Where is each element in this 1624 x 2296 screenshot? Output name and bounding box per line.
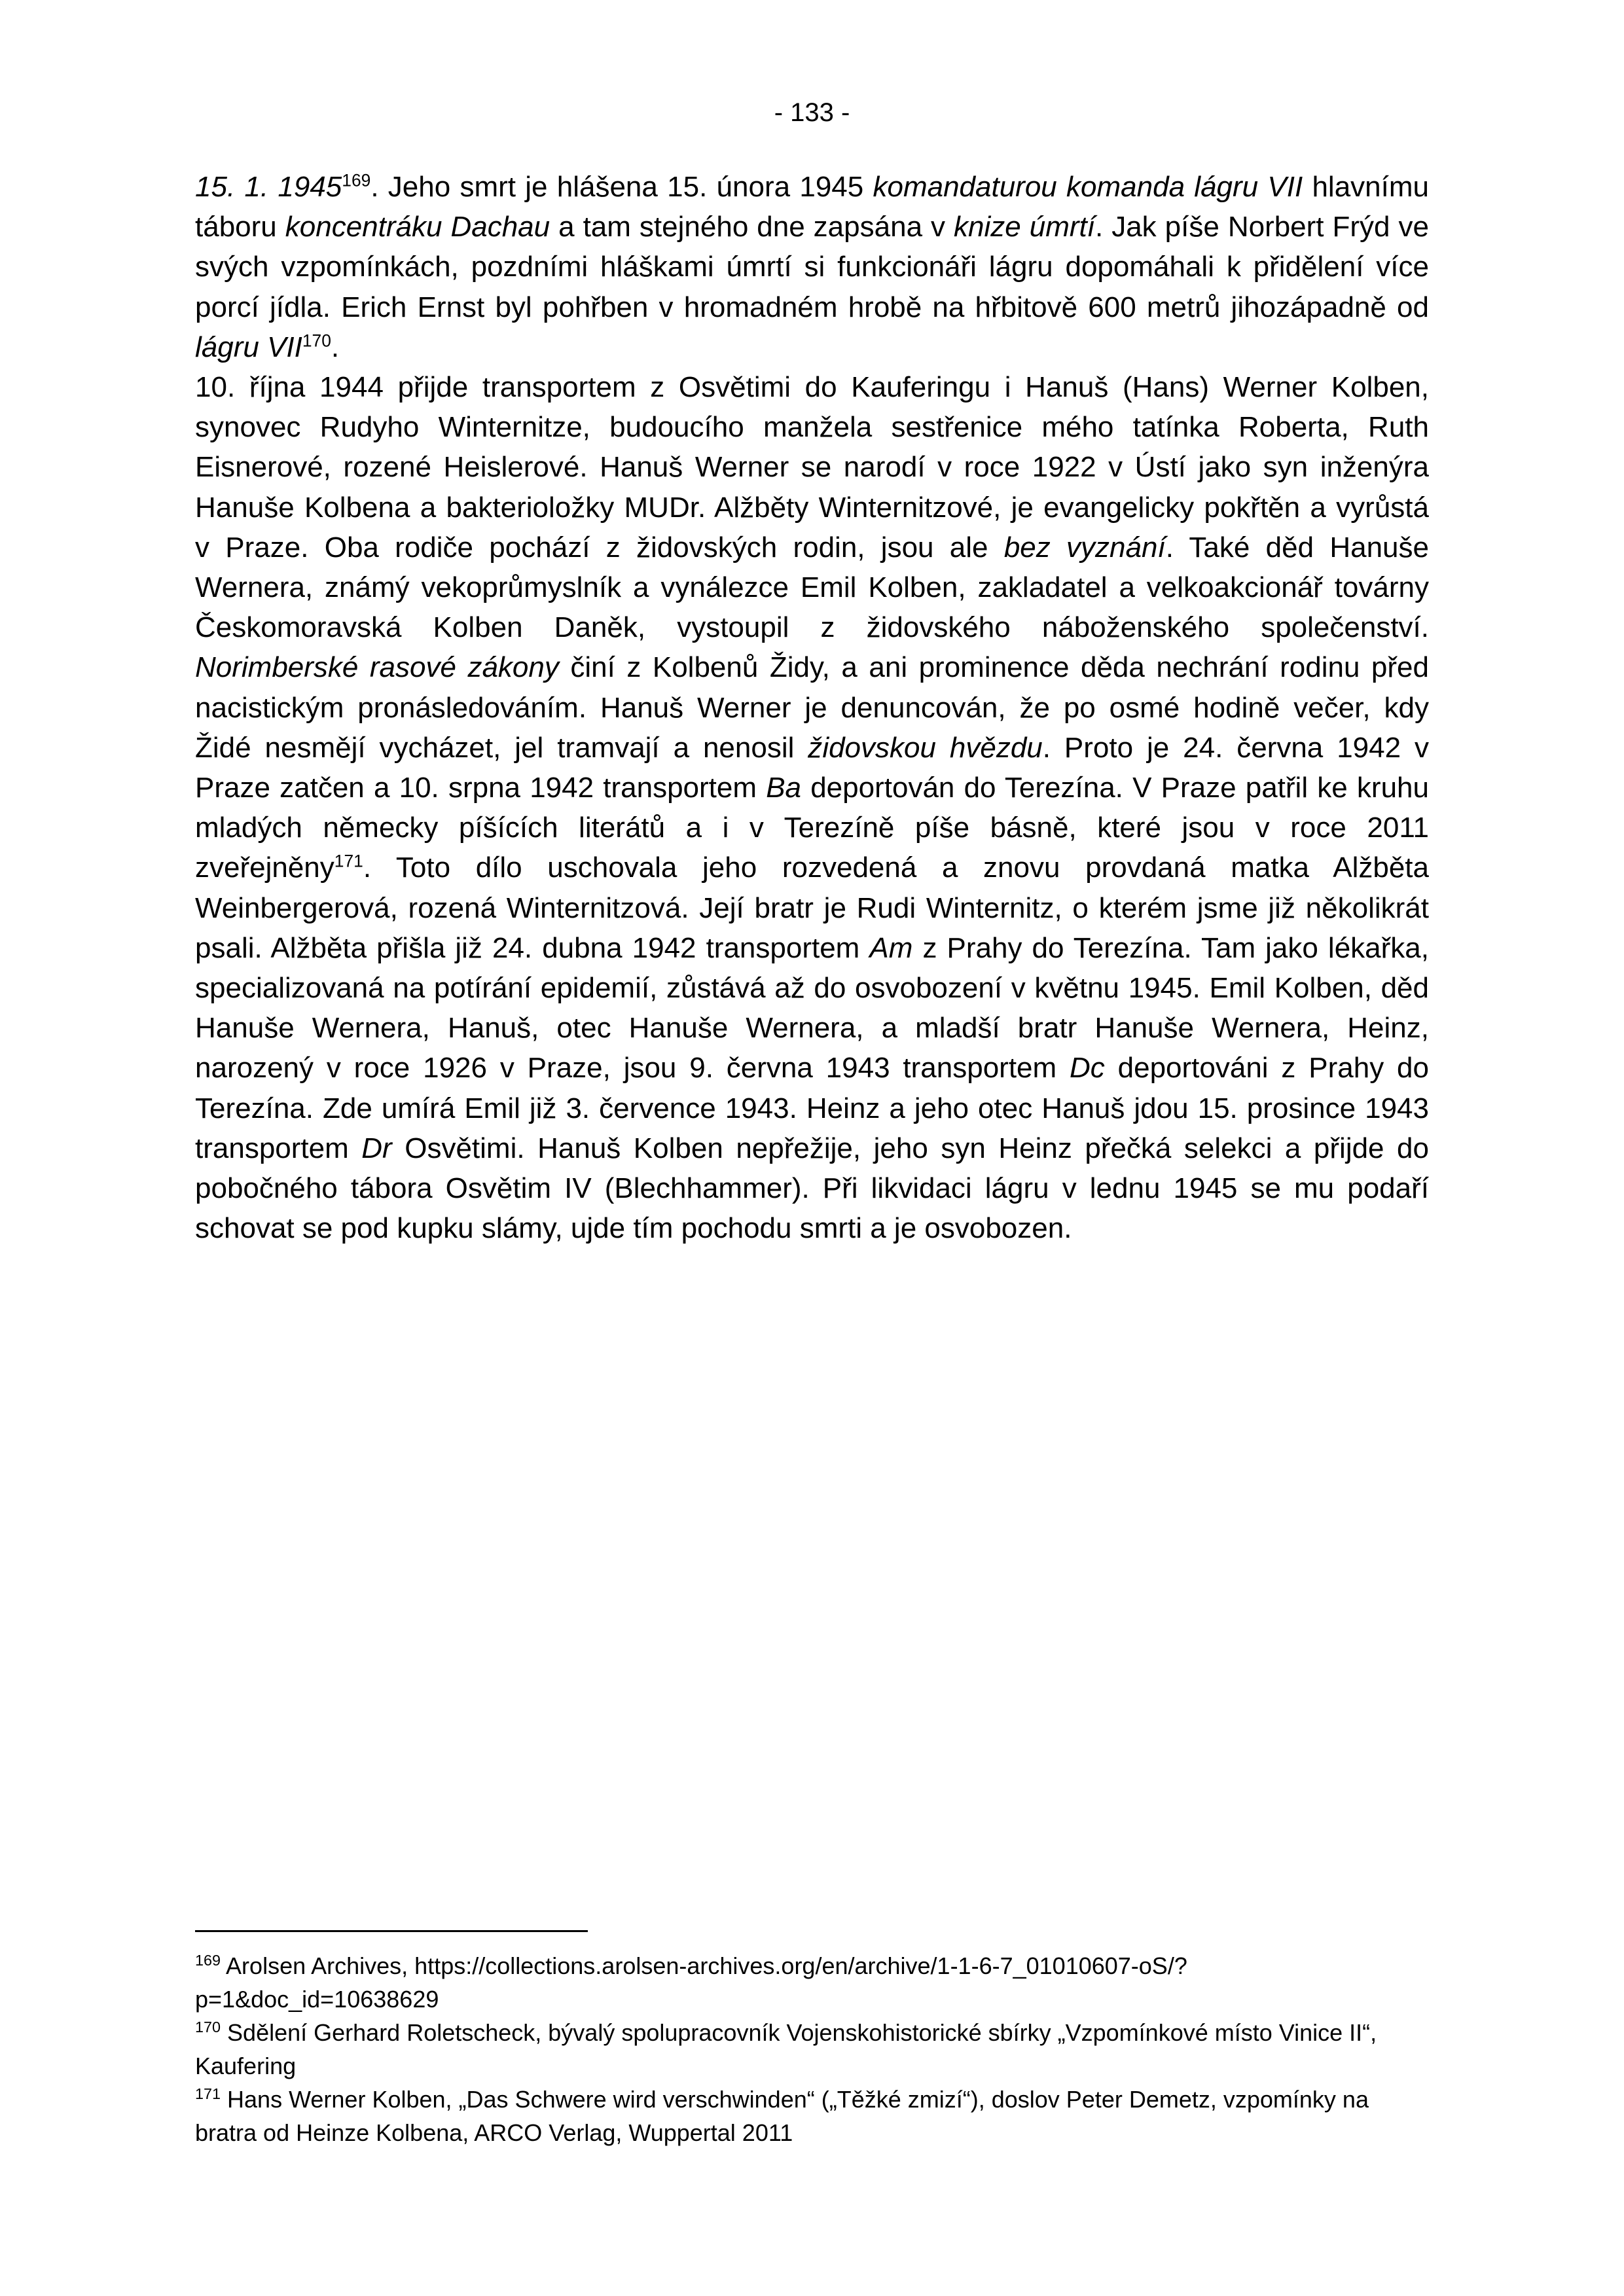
footnote-169 (195, 1949, 1429, 2016)
footnote-text: Arolsen Archives, https://collections.arolsen-archives.org/en/archive/1-1-6-7_01010607-oS/?p=1&doc_id=10638629 (195, 1952, 1187, 2013)
footnote-ref-171[interactable]: 171 (334, 851, 363, 871)
footnote-number: 171 (195, 2085, 221, 2102)
paragraph-2: 10. října 1944 přijde transportem z Osvětimi do Kauferingu i Hanuš (Hans) Werner Kolben, synovec Rudyho Winternitze, budoucího manžela sestřenice mého tatínka Roberta, Ruth Eisnerové, rozené Heislerové. Hanuš Werner se narodí v roce 1922 v Ústí jako syn inženýra Hanuše Kolbena a bakterioložky MUDr. Alžběty Winternitzové, je evangelicky pokřtěn a vyrůstá v Praze. Oba rodiče pochází z židovských rodin, jsou ale bez vyznání. Také děd Hanuše Wernera, známý vekoprůmyslník a vynálezce Emil Kolben, zakladatel a velkoakcionář továrny Českomoravská Kolben Daněk, vystoupil z židovského náboženského společenství. Norimberské rasové zákony činí z Kolbenů Židy, a ani prominence děda nechrání rodinu před nacistickým pronásledováním. Hanuš Werner je denuncován, že po osmé hodině večer, kdy Židé nesmějí vycházet, jel tramvají a nenosil židovskou hvězdu. Proto je 24. června 1942 v Praze zatčen a 10. srpna 1942 transportem Ba deportován do Terezína. V Praze patřil ke kruhu mladých německy píšících literátů a i v Terezíně píše básně, které jsou v roce 2011 zveřejněny$^{171}$. Toto dílo uschovala jeho rozvedená a znovu provdaná matka Alžběta Weinbergerová, rozená Winternitzová. Její bratr je Rudi Winternitz, o kterém jsme již několikrát psali. Alžběta přišla již 24. dubna 1942 transportem Am z Prahy do Terezína. Tam jako lékařka, specializovaná na potírání epidemií, zůstává až do osvobození v květnu 1945. Emil Kolben, děd Hanuše Wernera, Hanuš, otec Hanuše Wernera, a mladší bratr Hanuše Wernera, Heinz, narozený v roce 1926 v Praze, jsou 9. června 1943 transportem Dc deportováni z Prahy do Terezína. Zde umírá Emil již 3. července 1943. Heinz a jeho otec Hanuš jdou 15. prosince 1943 transportem Dr Osvětimi. Hanuš Kolben nepřežije, jeho syn Heinz přečká selekci a přijde do pobočného tábora Osvětim IV (Blechhammer). Při likvidaci lágru v lednu 1945 se mu podaří schovat se pod kupku slámy, ujde tím pochodu smrti a je osvobozen. (195, 371, 1429, 1245)
footnote-ref-170[interactable]: 170 (302, 331, 331, 351)
footnote-ref-169[interactable]: 169 (342, 170, 371, 190)
footnote-171 (195, 2083, 1429, 2149)
paragraph-1: 15. 1. 1945$^{169}$. Jeho smrt je hlášena 15. února 1945 komandaturou komanda lágru VII hlavnímu táboru koncentráku Dachau a tam stejného dne zapsána v knize úmrtí. Jak píše Norbert Frýd ve svých vzpomínkách, pozdními hláškami úmrtí si funkcionáři lágru dopomáhali k přidělení více porcí jídla. Erich Ernst byl pohřben v hromadném hrobě na hřbitově 600 metrů jihozápadně od lágru VII$^{170}$. (195, 170, 1429, 363)
footnote-divider (195, 1930, 588, 1932)
footnote-text: Hans Werner Kolben, „Das Schwere wird verschwinden“ („Těžké zmizí“), doslov Peter Demetz, vzpomínky na bratra od Heinze Kolbena, ARCO Verlag, Wuppertal 2011 (195, 2086, 1369, 2146)
death-date: 15. 1. 1945 (195, 171, 342, 203)
footnote-number: 169 (195, 1952, 221, 1969)
footnote-170 (195, 2016, 1429, 2083)
footnote-number: 170 (195, 2018, 221, 2036)
main-text (195, 167, 1429, 1248)
footnote-text: Sdělení Gerhard Roletscheck, bývalý spolupracovník Vojenskohistorické sbírky „Vzpomínkové místo Vinice II“, Kaufering (195, 2019, 1377, 2079)
footnotes (195, 1949, 1429, 2149)
page-number: - 133 - (774, 98, 850, 127)
